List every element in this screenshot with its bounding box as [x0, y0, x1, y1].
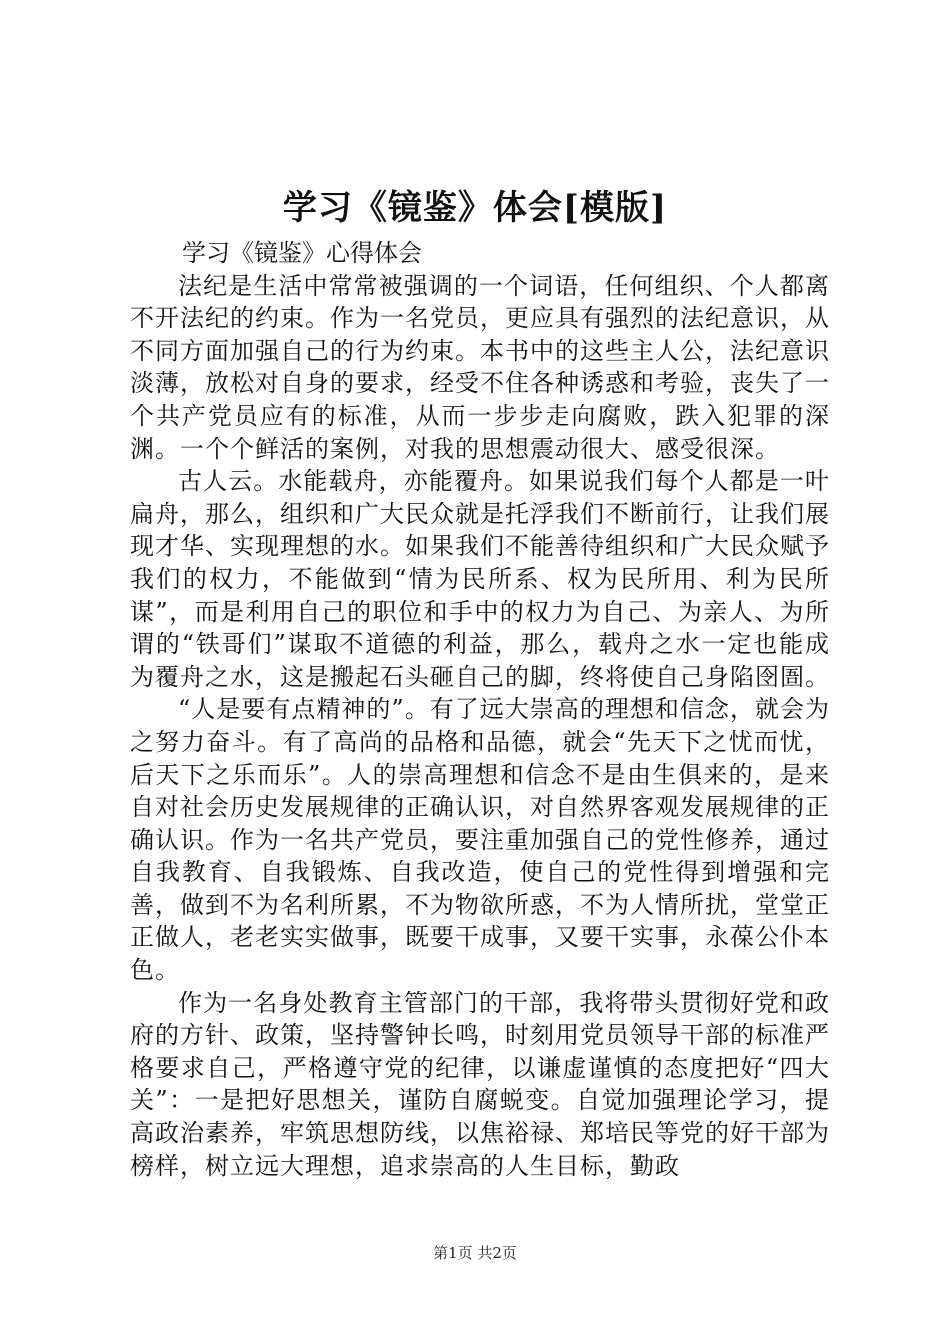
page-footer: 第1页 共2页 [433, 1244, 517, 1262]
document-body [130, 237, 830, 1182]
paragraph: 古人云。水能载舟，亦能覆舟。如果说我们每个人都是一叶扁舟，那么，组织和广大民众就是托浮我们不断前行，让我们展现才华、实现理想的水。如果我们不能善待组织和广大民众赋予我们的权力，不能做到“情为民所系、权为民所用、利为民所谋”，而是利用自己的职位和手中的权力为自己、为亲人、为所谓的“铁哥们”谋取不道德的利益，那么，载舟之水一定也能成为覆舟之水，这是搬起石头砸自己的脚，终将使自己身陷囹圄。 [130, 467, 830, 691]
paragraph: 法纪是生活中常常被强调的一个词语，任何组织、个人都离不开法纪的约束。作为一名党员，更应具有强烈的法纪意识，从不同方面加强自己的行为约束。本书中的这些主人公，法纪意识淡薄，放松对自身的要求，经受不住各种诱惑和考验，丧失了一个共产党员应有的标准，从而一步步走向腐败，跌入犯罪的深渊。一个个鲜活的案例，对我的思想震动很大、感受很深。 [130, 271, 830, 463]
paragraph: 作为一名身处教育主管部门的干部，我将带头贯彻好党和政府的方针、政策，坚持警钟长鸣，时刻用党员领导干部的标准严格要求自己，严格遵守党的纪律，以谦虚谨慎的态度把好“四大关”：一是把好思想关，谨防自腐蜕变。自觉加强理论学习，提高政治素养，牢筑思想防线，以焦裕禄、郑培民等党的好干部为榜样，树立远大理想，追求崇高的人生目标，勤政 [130, 988, 830, 1180]
document-subtitle: 学习《镜鉴》心得体会 [182, 239, 422, 267]
document-title: 学习《镜鉴》体会[模版] [282, 188, 668, 228]
paragraph: “人是要有点精神的”。有了远大崇高的理想和信念，就会为之努力奋斗。有了高尚的品格和品德，就会“先天下之忧而忧，后天下之乐而乐”。人的崇高理想和信念不是由生俱来的，是来自对社会历史发展规律的正确认识，对自然界客观发展规律的正确认识。作为一名共产党员，要注重加强自己的党性修养，通过自我教育、自我锻炼、自我改造，使自己的党性得到增强和完善，做到不为名利所累，不为物欲所惑，不为人情所扰，堂堂正正做人，老老实实做事，既要干成事，又要干实事，永葆公仆本色。 [130, 695, 830, 985]
